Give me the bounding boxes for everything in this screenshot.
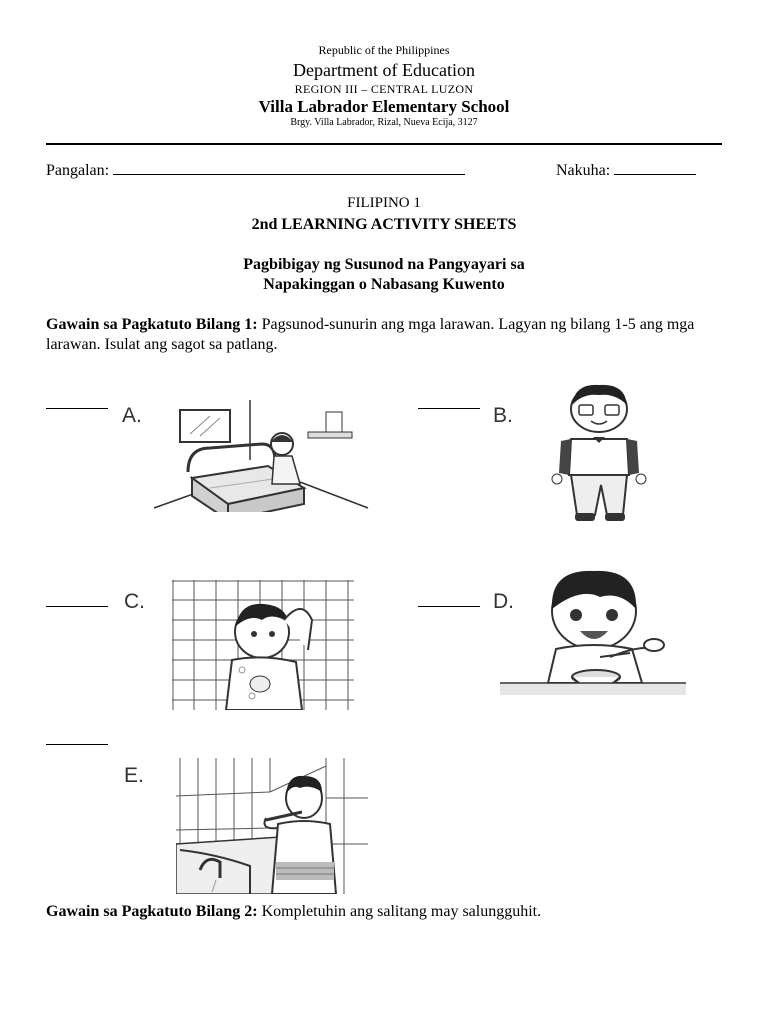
item-letter-e: E. [124, 764, 144, 787]
item-letter-c: C. [124, 590, 145, 613]
school-address: Brgy. Villa Labrador, Rizal, Nueva Ecija, 3127 [290, 117, 478, 128]
name-label: Pangalan: [46, 162, 110, 179]
activity2-instructions [46, 902, 722, 922]
topic-line-2: Napakinggan o Nabasang Kuwento [263, 276, 505, 293]
region-line: REGION III – CENTRAL LUZON [294, 82, 474, 96]
activity2-label: Gawain sa Pagkatuto Bilang 2: [46, 903, 258, 920]
subject-title: FILIPINO 1 [347, 195, 421, 211]
activity2-text: Kompletuhin ang salitang may salungguhit. [261, 903, 542, 920]
school-name: Villa Labrador Elementary School [258, 97, 510, 116]
department-line: Department of Education [293, 60, 475, 80]
item-letter-b: B. [493, 404, 513, 427]
activity1-instructions [46, 315, 722, 355]
name-blank[interactable] [113, 162, 465, 175]
boy-standing-with-backpack-picture [545, 383, 655, 527]
score-blank[interactable] [614, 162, 696, 175]
score-field [556, 162, 696, 180]
name-field [46, 162, 465, 180]
answer-blank-e[interactable] [46, 743, 108, 745]
country-line: Republic of the Philippines [318, 43, 450, 57]
topic-line-1: Pagbibigay ng Susunod na Pangyayari sa [243, 256, 525, 273]
boy-brushing-teeth-picture [176, 758, 368, 894]
sheet-title: 2nd LEARNING ACTIVITY SHEETS [251, 216, 517, 233]
answer-blank-d[interactable] [418, 605, 480, 607]
answer-blank-b[interactable] [418, 407, 480, 409]
activity1-text: Pagsunod-sunurin ang mga larawan. Lagyan ng bilang 1-5 ang mga larawan. Isulat ang sagot sa patlang. [46, 316, 695, 353]
boy-eating-breakfast-picture [490, 565, 690, 697]
header-divider [46, 143, 722, 145]
boy-bathing-picture [172, 580, 354, 710]
score-label: Nakuha: [556, 162, 611, 179]
item-letter-a: A. [122, 404, 142, 427]
answer-blank-a[interactable] [46, 407, 108, 409]
activity1-label: Gawain sa Pagkatuto Bilang 1: [46, 316, 258, 333]
answer-blank-c[interactable] [46, 605, 108, 607]
item-letter-d: D. [493, 590, 514, 613]
boy-making-bed-picture [150, 400, 370, 512]
